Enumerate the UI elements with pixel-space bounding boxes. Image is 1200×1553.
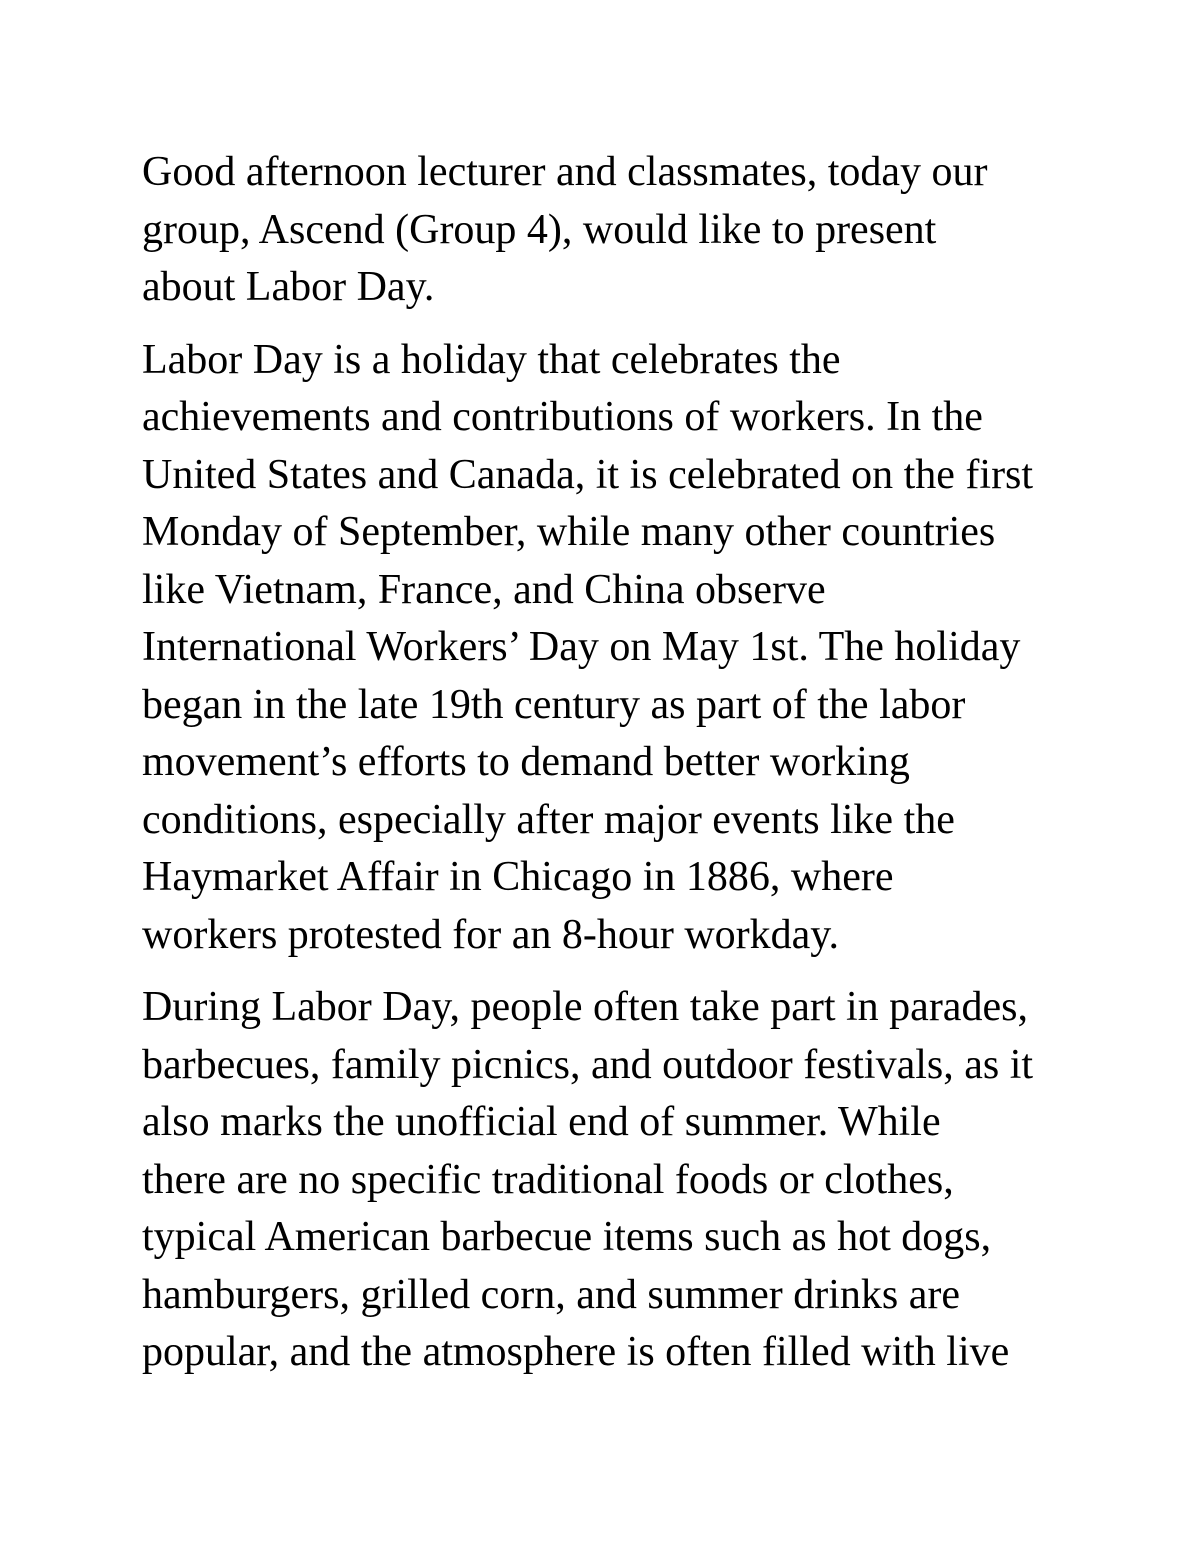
text-line: like Vietnam, France, and China observe	[142, 566, 826, 613]
text-line: barbecues, family picnics, and outdoor festivals, as it	[142, 1041, 1034, 1088]
document-body	[142, 144, 1072, 1397]
paragraph-history	[142, 332, 1072, 965]
text-line: Monday of September, while many other countries	[142, 509, 996, 555]
paragraph-celebrations	[142, 979, 1072, 1382]
text-line: about Labor Day.	[142, 264, 435, 310]
text-line: Labor Day is a holiday that celebrates the	[142, 336, 841, 383]
text-line: workers protested for an 8-hour workday.	[142, 911, 840, 958]
text-line: Haymarket Affair in Chicago in 1886, where	[142, 854, 894, 900]
text-line: there are no specific traditional foods or clothes,	[142, 1156, 954, 1203]
text-line: movement’s efforts to demand better working	[142, 739, 910, 785]
text-line: International Workers’ Day on May 1st. The holiday	[142, 624, 1021, 670]
text-line: During Labor Day, people often take part in parades,	[142, 984, 1028, 1030]
text-line: popular, and the atmosphere is often filled with live	[142, 1329, 1010, 1375]
text-line: also marks the unofficial end of summer. While	[142, 1099, 941, 1145]
text-line: conditions, especially after major events like the	[142, 796, 955, 843]
text-line: hamburgers, grilled corn, and summer drinks are	[142, 1271, 960, 1318]
text-line: began in the late 19th century as part of the labor	[142, 681, 966, 728]
text-line: United States and Canada, it is celebrated on the first	[142, 451, 1034, 498]
paragraph-introduction	[142, 144, 1072, 317]
text-line: achievements and contributions of workers. In the	[142, 394, 983, 440]
text-line: typical American barbecue items such as hot dogs,	[142, 1214, 992, 1260]
text-line: group, Ascend (Group 4), would like to present	[142, 206, 937, 253]
text-line: Good afternoon lecturer and classmates, today our	[142, 149, 988, 195]
